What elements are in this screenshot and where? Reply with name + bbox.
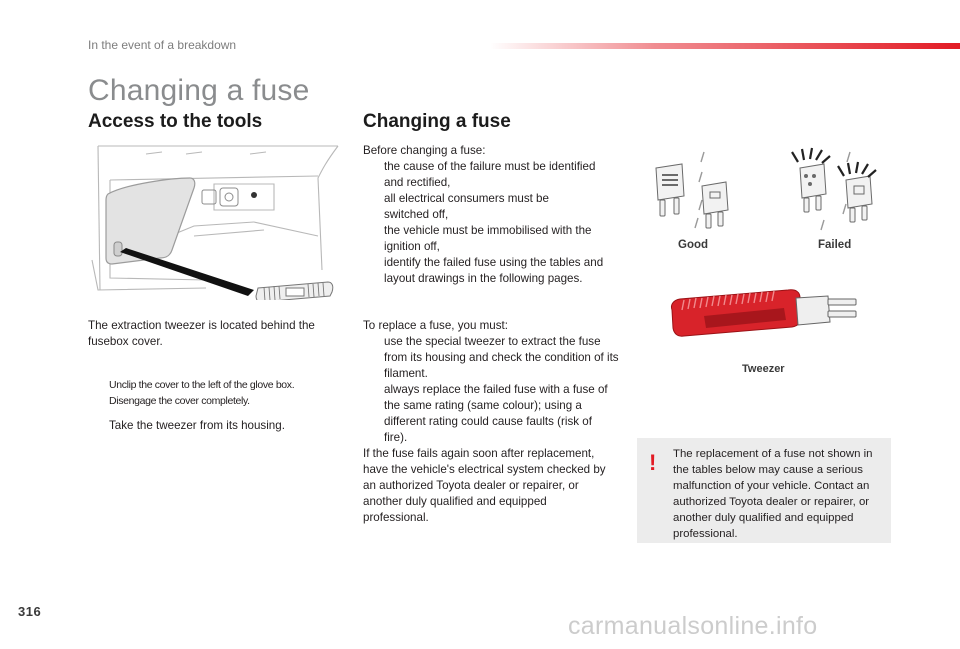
step-item (88, 377, 348, 393)
before-item-text: all electrical consumers must be switched off, (384, 192, 549, 221)
caption-tweezer: Tweezer (742, 363, 785, 375)
warning-icon: ! (649, 450, 657, 475)
before-item (363, 191, 619, 223)
watermark: carmanualsonline.info (568, 612, 818, 640)
caption-failed: Failed (818, 239, 852, 251)
tweezer-illustration (668, 282, 868, 342)
page-number: 316 (18, 604, 42, 619)
glovebox-illustration (86, 140, 344, 300)
extraction-tweezer-intro: The extraction tweezer is located behind the fusebox cover. (88, 319, 315, 348)
warning-text: The replacement of a fuse not shown in the tables below may cause a serious malfunction of your vehicle. Contact an authorized Toyota dealer or repairer, or another duly qualified and equipped professional. (673, 448, 873, 540)
before-item-text: the vehicle must be immobilised with the ignition off, (384, 224, 592, 253)
before-item-text: the cause of the failure must be identified and rectified, (384, 160, 596, 189)
replace-item (363, 382, 619, 446)
before-item (363, 159, 619, 191)
replace-item (363, 334, 619, 382)
caption-good: Good (678, 239, 709, 251)
fuses-illustration (646, 146, 886, 240)
header-accent-bar (490, 43, 960, 49)
replace-item-text: use the special tweezer to extract the fuse from its housing and check the condition of its filament. (384, 335, 619, 380)
step-item (88, 418, 348, 434)
page-title: Changing a fuse (88, 74, 310, 107)
before-item-text: identify the failed fuse using the tables and layout drawings in the following pages. (384, 256, 604, 285)
before-changing-block (363, 143, 619, 287)
left-steps (88, 377, 348, 434)
before-intro: Before changing a fuse: (363, 144, 486, 157)
replace-item-text: always replace the failed fuse with a fuse of the same rating (same colour); using a different rating could cause faults (risk of fire). (384, 383, 608, 444)
step-item (88, 393, 348, 409)
before-item (363, 255, 619, 287)
running-header: In the event of a breakdown (88, 38, 237, 52)
section-title-changing: Changing a fuse (363, 111, 511, 132)
step-text: Unclip the cover to the left of the glove box. (109, 379, 295, 391)
section-title-access: Access to the tools (88, 111, 263, 132)
before-item (363, 223, 619, 255)
replace-fuse-block (363, 318, 619, 526)
step-text: Take the tweezer from its housing. (109, 419, 285, 432)
replace-intro: To replace a fuse, you must: (363, 319, 508, 332)
step-text: Disengage the cover completely. (109, 395, 250, 407)
closing-paragraph: If the fuse fails again soon after replacement, have the vehicle's electrical system checked by an authorized Toyota dealer or repairer, or another duly qualified and equipped professional. (363, 447, 606, 524)
warning-box (637, 438, 891, 543)
